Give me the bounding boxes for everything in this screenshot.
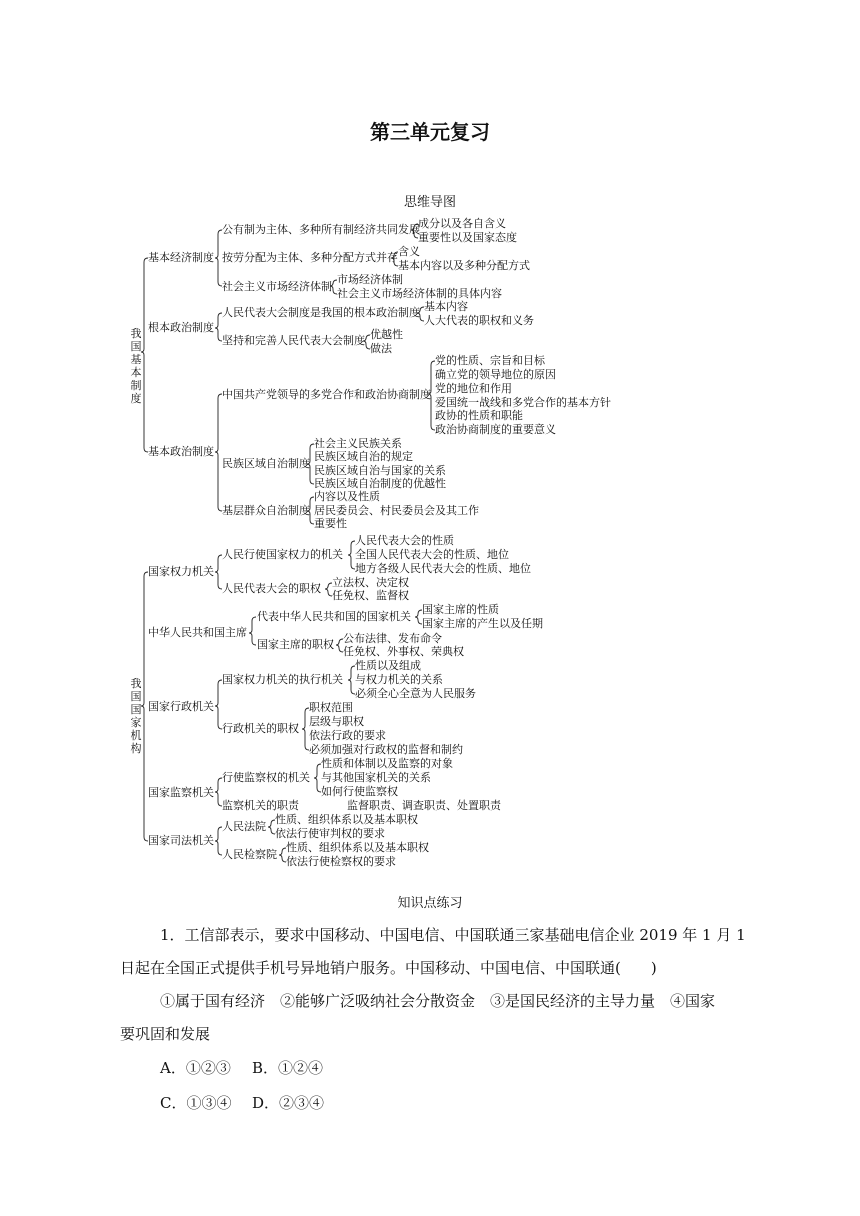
leaf-text: 党的性质、宗旨和目标 <box>435 354 545 367</box>
bracket <box>268 820 275 834</box>
bracket <box>141 258 148 452</box>
leaf-text: 必须加强对行政权的监督和制约 <box>309 743 463 756</box>
leaf-text: 成分以及各自含义 <box>418 217 506 230</box>
question-1-line4: 要巩固和发展 <box>120 1025 211 1043</box>
node-text: 行政机关的职权 <box>222 722 299 735</box>
leaf-text: 地方各级人民代表大会的性质、地位 <box>355 562 531 575</box>
question-1-line2: 日起在全国正式提供手机号异地销户服务。中国移动、中国电信、中国联通( ) <box>120 959 657 977</box>
leaf-text: 市场经济体制 <box>337 273 403 286</box>
bracket <box>336 639 343 652</box>
node-text: 行使监察权的机关 <box>222 771 310 784</box>
node-power-organ: 国家权力机关 <box>148 565 214 578</box>
node-text: 人民代表大会的职权 <box>222 582 321 595</box>
leaf-text: 政治协商制度的重要意义 <box>435 423 556 436</box>
leaf-text: 立法权、决定权 <box>332 576 409 589</box>
leaf-text: 重要性 <box>314 517 347 530</box>
bracket <box>249 617 256 645</box>
node-judicial-organ: 国家司法机关 <box>148 834 214 847</box>
node-text: 人民检察院 <box>222 848 277 861</box>
leaf-text: 民族区域自治的规定 <box>314 450 413 463</box>
node-text: 人民代表大会制度是我国的根本政治制度 <box>222 306 420 319</box>
node-text: 国家权力机关的执行机关 <box>222 673 343 686</box>
bracket <box>215 394 222 511</box>
node-text: 代表中华人民共和国的国家机关 <box>257 610 411 623</box>
leaf-text: 性质、组织体系以及基本职权 <box>286 841 429 854</box>
node-text: 公有制为主体、多种所有制经济共同发展 <box>222 223 420 236</box>
leaf-text: 职权范围 <box>309 701 353 714</box>
node-text: 民族区域自治制度 <box>222 457 310 470</box>
node-text: 社会主义市场经济体制 <box>222 280 332 293</box>
leaf-text: 社会主义民族关系 <box>314 437 402 450</box>
bracket <box>325 583 332 596</box>
leaf-text: 必须全心全意为人民服务 <box>355 687 476 700</box>
leaf-text: 民族区域自治制度的优越性 <box>314 477 446 490</box>
question-1-line1: 1．工信部表示，要求中国移动、中国电信、中国联通三家基础电信企业 2019 年 1 月 1 <box>160 926 746 944</box>
node-text: 监察机关的职责 <box>222 799 299 812</box>
node-text: 按劳分配为主体、多种分配方式并存 <box>222 251 398 264</box>
leaf-text: 依法行使检察权的要求 <box>286 855 396 868</box>
node-basic-economic: 基本经济制度 <box>148 251 214 264</box>
leaf-text: 社会主义市场经济体制的具体内容 <box>337 287 502 300</box>
node-fundamental-political: 根本政治制度 <box>148 321 214 334</box>
leaf-text: 依法行政的要求 <box>309 729 386 742</box>
node-basic-political: 基本政治制度 <box>148 445 214 458</box>
leaf-text: 做法 <box>370 342 392 355</box>
leaf-text: 依法行使审判权的要求 <box>275 827 385 840</box>
bracket <box>215 680 222 729</box>
leaf-text: 性质以及组成 <box>355 659 421 672</box>
leaf-text: 政协的性质和职能 <box>435 409 523 422</box>
node-supervisory-organ: 国家监察机关 <box>148 786 214 799</box>
leaf-text: 民族区域自治与国家的关系 <box>314 464 446 477</box>
leaf-text: 基本内容 <box>424 300 468 313</box>
node-text: 坚持和完善人民代表大会制度 <box>222 334 365 347</box>
leaf-text: 监督职责、调查职责、处置职责 <box>347 799 501 812</box>
leaf-text: 性质和体制以及监察的对象 <box>321 757 453 770</box>
node-text: 中国共产党领导的多党合作和政治协商制度 <box>222 388 431 401</box>
group-state-organs: 我国国家机构 <box>130 677 142 755</box>
bracket <box>314 764 321 792</box>
leaf-text: 居民委员会、村民委员会及其工作 <box>314 504 479 517</box>
bracket <box>215 555 222 589</box>
leaf-text: 全国人民代表大会的性质、地位 <box>355 548 509 561</box>
bracket <box>141 572 148 841</box>
bracket <box>348 666 355 694</box>
leaf-text: 基本内容以及多种分配方式 <box>398 259 530 272</box>
option-c: C．①③④ <box>160 1094 232 1112</box>
node-admin-organ: 国家行政机关 <box>148 700 214 713</box>
leaf-text: 层级与职权 <box>309 715 364 728</box>
bracket <box>415 610 422 624</box>
page-title: 第三单元复习 <box>370 120 490 144</box>
leaf-text: 确立党的领导地位的原因 <box>435 368 556 381</box>
leaf-text: 党的地位和作用 <box>435 382 512 395</box>
bracket <box>215 778 222 806</box>
leaf-text: 与权力机关的关系 <box>355 673 443 686</box>
leaf-text: 如何行使监察权 <box>321 785 398 798</box>
leaf-text: 优越性 <box>370 328 403 341</box>
bracket <box>348 541 355 569</box>
question-1-line3: ①属于国有经济 ②能够广泛吸纳社会分散资金 ③是国民经济的主导力量 ④国家 <box>160 992 716 1010</box>
option-a: A．①②③ <box>160 1059 231 1077</box>
leaf-text: 任免权、监督权 <box>332 589 409 602</box>
leaf-text: 含义 <box>398 245 420 258</box>
leaf-text: 人大代表的职权和义务 <box>424 314 534 327</box>
bracket <box>215 230 222 286</box>
mindmap-heading: 思维导图 <box>403 195 456 210</box>
leaf-text: 公布法律、发布命令 <box>343 632 442 645</box>
leaf-text: 任免权、外事权、荣典权 <box>343 645 464 658</box>
leaf-text: 性质、组织体系以及基本职权 <box>275 813 418 826</box>
leaf-text: 重要性以及国家态度 <box>418 231 517 244</box>
node-president: 中华人民共和国主席 <box>148 626 247 639</box>
bracket <box>279 848 286 862</box>
leaf-text: 人民代表大会的性质 <box>355 534 454 547</box>
practice-heading: 知识点练习 <box>397 896 463 911</box>
option-d: D．②③④ <box>252 1094 325 1112</box>
bracket <box>215 313 222 341</box>
leaf-text: 爱国统一战线和多党合作的基本方针 <box>435 396 611 409</box>
group-basic-system: 我国基本制度 <box>130 327 142 405</box>
leaf-text: 与其他国家机关的关系 <box>321 771 431 784</box>
bracket <box>215 827 222 855</box>
leaf-text: 内容以及性质 <box>314 490 380 503</box>
option-b: B．①②④ <box>252 1059 324 1077</box>
node-text: 基层群众自治制度 <box>222 504 310 517</box>
node-text: 国家主席的职权 <box>257 638 334 651</box>
bracket <box>302 708 309 750</box>
leaf-text: 国家主席的产生以及任期 <box>422 617 543 630</box>
node-text: 人民行使国家权力的机关 <box>222 548 343 561</box>
leaf-text: 国家主席的性质 <box>422 603 499 616</box>
node-text: 人民法院 <box>222 820 266 833</box>
